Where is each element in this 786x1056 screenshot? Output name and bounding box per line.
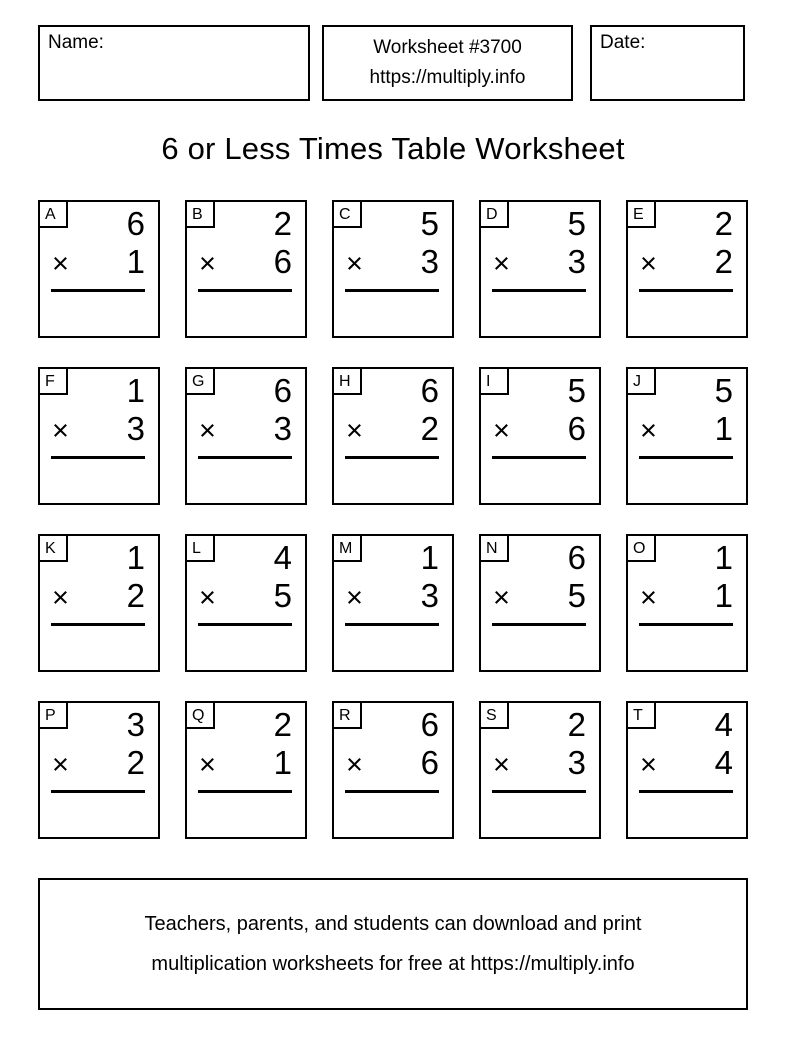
worksheet-url: https://multiply.info [369,67,526,88]
operator-row [334,241,452,281]
multiplier: 2 [126,744,145,781]
operator-row [40,241,158,281]
multiplier: 6 [273,243,292,280]
multiply-operator-icon: × [199,415,216,447]
problem-letter-tab [479,534,509,562]
page-title: 6 or Less Times Table Worksheet [161,131,625,166]
problem-letter-tab [332,701,362,729]
problem-letter-tab [38,701,68,729]
multiply-operator-icon: × [52,415,69,447]
problem-box [332,701,454,839]
problem-box [38,367,160,505]
multiplier: 2 [126,577,145,614]
multiplier: 3 [273,410,292,447]
problem-letter: P [45,707,56,724]
problem-letter: C [339,206,351,223]
multiply-operator-icon: × [52,248,69,280]
name-label: Name: [48,32,104,53]
multiplier: 2 [420,410,439,447]
multiplier: 1 [273,744,292,781]
problem-letter: H [339,373,351,390]
multiplicand: 1 [126,372,145,409]
answer-line[interactable] [345,623,439,626]
answer-line[interactable] [345,456,439,459]
problem-letter-tab [479,701,509,729]
multiply-operator-icon: × [346,749,363,781]
multiplier: 6 [420,744,439,781]
problem-letter-tab [332,200,362,228]
answer-line[interactable] [51,623,145,626]
multiplicand: 2 [714,205,733,242]
problem-box [332,367,454,505]
answer-line[interactable] [492,623,586,626]
multiplier: 3 [567,243,586,280]
multiplicand: 1 [126,539,145,576]
problem-letter-tab [332,367,362,395]
worksheet-info-box [322,25,573,101]
multiplier: 1 [714,410,733,447]
footer-box [38,878,748,1010]
name-field-box[interactable] [38,25,310,101]
problem-letter: O [633,540,646,557]
date-field-box[interactable] [590,25,745,101]
operator-row [187,575,305,615]
multiplicand: 5 [420,205,439,242]
operator-row [628,742,746,782]
multiplier: 3 [126,410,145,447]
problem-letter: Q [192,707,205,724]
answer-line[interactable] [639,623,733,626]
multiplicand: 2 [273,205,292,242]
multiply-operator-icon: × [346,248,363,280]
problem-letter: L [192,540,201,557]
problem-letter-tab [626,367,656,395]
operator-row [334,575,452,615]
multiplier: 5 [567,577,586,614]
problem-letter-tab [626,701,656,729]
multiplier: 3 [420,243,439,280]
problem-box [185,367,307,505]
multiplicand: 6 [126,205,145,242]
problem-box [185,701,307,839]
problem-letter: S [486,707,497,724]
answer-line[interactable] [198,790,292,793]
answer-line[interactable] [345,790,439,793]
problem-letter: A [45,206,56,223]
multiplicand: 4 [714,706,733,743]
operator-row [187,241,305,281]
multiply-operator-icon: × [52,582,69,614]
problem-box [185,200,307,338]
problem-letter: N [486,540,498,557]
operator-row [628,241,746,281]
multiply-operator-icon: × [493,415,510,447]
problem-box [185,534,307,672]
operator-row [481,241,599,281]
problem-box [626,200,748,338]
problem-box [626,701,748,839]
problem-letter: F [45,373,55,390]
problem-letter-tab [479,367,509,395]
problem-letter: G [192,373,205,390]
footer-line-2: multiplication worksheets for free at https://multiply.info [151,953,635,975]
multiplicand: 2 [567,706,586,743]
multiplicand: 4 [273,539,292,576]
problem-letter-tab [185,367,215,395]
problem-box [626,534,748,672]
problem-box [332,200,454,338]
worksheet-number: Worksheet #3700 [373,36,522,58]
multiply-operator-icon: × [493,749,510,781]
answer-line[interactable] [198,456,292,459]
multiplicand: 6 [273,372,292,409]
problem-letter: T [633,707,643,724]
problem-letter-tab [332,534,362,562]
operator-row [334,408,452,448]
problem-box [38,534,160,672]
problem-letter: D [486,206,498,223]
problem-letter: K [45,540,56,557]
multiply-operator-icon: × [640,749,657,781]
problem-letter: R [339,707,351,724]
problem-letter: B [192,206,203,223]
multiply-operator-icon: × [52,749,69,781]
operator-row [628,575,746,615]
problem-box [332,534,454,672]
multiply-operator-icon: × [199,749,216,781]
operator-row [334,742,452,782]
multiplicand: 1 [420,539,439,576]
answer-line[interactable] [198,289,292,292]
problem-box [479,534,601,672]
multiplicand: 2 [273,706,292,743]
problem-letter: M [339,540,353,557]
multiplicand: 6 [420,372,439,409]
problem-letter-tab [185,534,215,562]
answer-line[interactable] [492,456,586,459]
operator-row [481,742,599,782]
answer-line[interactable] [51,456,145,459]
answer-line[interactable] [51,790,145,793]
multiply-operator-icon: × [493,248,510,280]
multiply-operator-icon: × [199,248,216,280]
operator-row [187,408,305,448]
operator-row [628,408,746,448]
multiply-operator-icon: × [640,415,657,447]
answer-line[interactable] [345,289,439,292]
operator-row [40,742,158,782]
answer-line[interactable] [639,289,733,292]
problem-letter: J [633,373,641,390]
multiplicand: 3 [126,706,145,743]
answer-line[interactable] [639,456,733,459]
multiplicand: 6 [420,706,439,743]
multiply-operator-icon: × [640,248,657,280]
footer-line-1: Teachers, parents, and students can download and print [144,913,642,935]
multiplicand: 1 [714,539,733,576]
problems-grid [38,200,748,839]
problem-box [38,701,160,839]
problem-box [479,701,601,839]
operator-row [481,408,599,448]
multiplicand: 5 [567,372,586,409]
answer-line[interactable] [198,623,292,626]
problem-letter-tab [479,200,509,228]
multiplier: 6 [567,410,586,447]
multiply-operator-icon: × [493,582,510,614]
multiplicand: 6 [567,539,586,576]
header [38,25,748,101]
answer-line[interactable] [51,289,145,292]
problem-box [38,200,160,338]
problem-letter-tab [38,534,68,562]
problem-letter-tab [626,200,656,228]
multiply-operator-icon: × [199,582,216,614]
problem-letter-tab [185,701,215,729]
problem-box [479,200,601,338]
multiplier: 5 [273,577,292,614]
operator-row [481,575,599,615]
multiplier: 3 [567,744,586,781]
answer-line[interactable] [492,790,586,793]
multiply-operator-icon: × [346,415,363,447]
multiply-operator-icon: × [640,582,657,614]
answer-line[interactable] [492,289,586,292]
operator-row [187,742,305,782]
problem-box [626,367,748,505]
multiplicand: 5 [567,205,586,242]
problem-letter: E [633,206,644,223]
multiply-operator-icon: × [346,582,363,614]
answer-line[interactable] [639,790,733,793]
problem-box [479,367,601,505]
operator-row [40,575,158,615]
date-label: Date: [600,32,646,53]
multiplier: 4 [714,744,733,781]
problem-letter: I [486,373,491,390]
multiplier: 1 [714,577,733,614]
multiplicand: 5 [714,372,733,409]
multiplier: 2 [714,243,733,280]
operator-row [40,408,158,448]
problem-letter-tab [38,367,68,395]
multiplier: 3 [420,577,439,614]
problem-letter-tab [626,534,656,562]
problem-letter-tab [38,200,68,228]
multiplier: 1 [126,243,145,280]
problem-letter-tab [185,200,215,228]
